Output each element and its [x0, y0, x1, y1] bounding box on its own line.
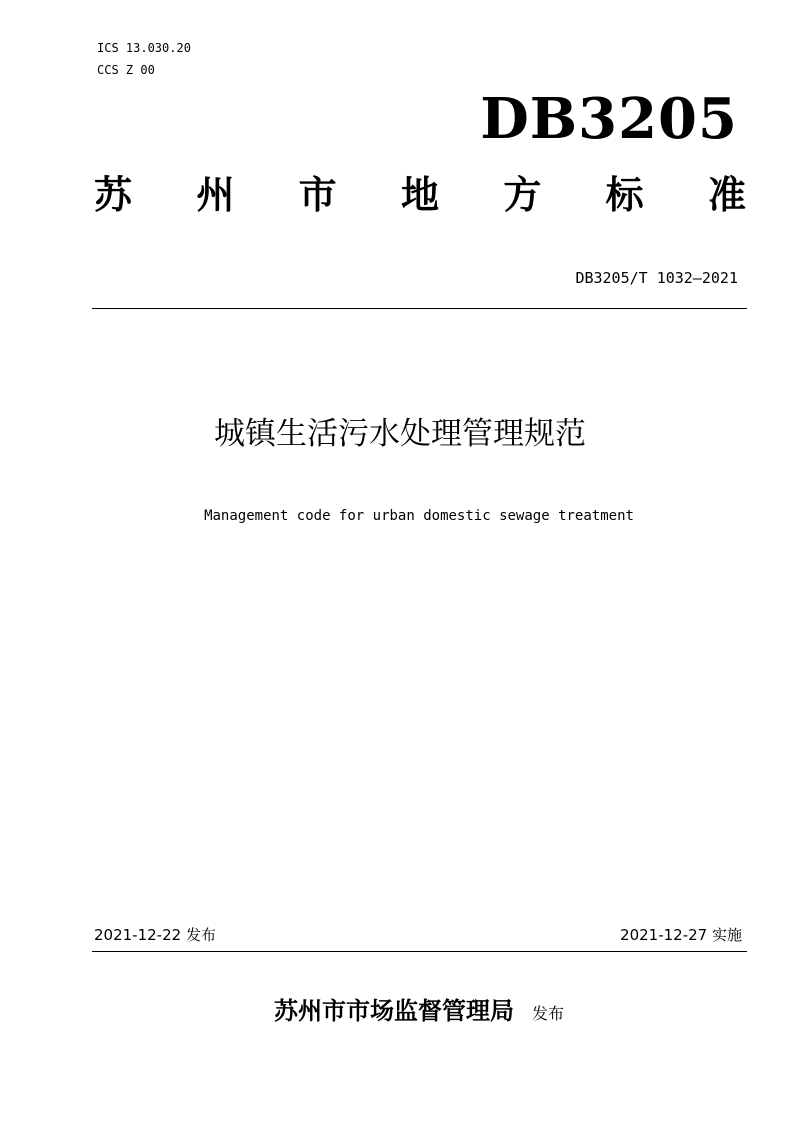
standard-type-char: 方 [503, 172, 542, 217]
ccs-code: CCS Z 00 [97, 63, 155, 77]
title-chinese: 城镇生活污水处理管理规范 [214, 416, 586, 452]
standard-type-char: 准 [707, 172, 746, 217]
top-divider [92, 308, 747, 309]
bottom-divider [92, 951, 747, 952]
publisher-name: 苏州市市场监督管理局 [273, 997, 514, 1025]
standard-type-char: 州 [196, 172, 235, 217]
publisher-line [0, 994, 800, 1031]
standard-type-char: 标 [605, 172, 644, 217]
standard-type-char: 苏 [94, 172, 133, 217]
title-english: Management code for urban domestic sewage treatment [204, 508, 634, 524]
issue-date: 2021-12-22 发布 [94, 926, 216, 944]
standard-type-char: 市 [298, 172, 337, 217]
standard-type-heading [94, 172, 746, 218]
implementation-date: 2021-12-27 实施 [620, 926, 742, 944]
publish-action: 发布 [531, 1004, 564, 1023]
standard-code-heading: DB3205 [480, 86, 738, 152]
ics-code: ICS 13.030.20 [97, 41, 191, 55]
standard-number: DB3205/T 1032—2021 [575, 269, 738, 287]
standard-type-char: 地 [400, 172, 439, 217]
